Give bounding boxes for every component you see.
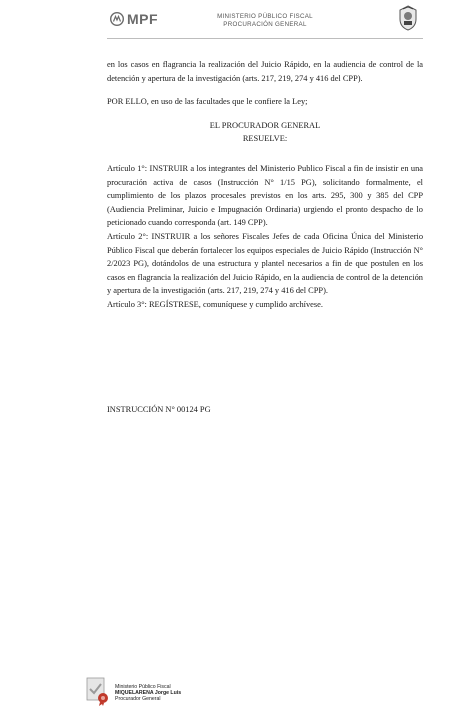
ministry-heading bbox=[205, 13, 325, 28]
ministry-line2: PROCURACIÓN GENERAL bbox=[223, 20, 307, 28]
article-1-verb: INSTRUIR bbox=[149, 163, 189, 173]
instruction-number: INSTRUCCIÓN N° 00124 PG bbox=[107, 405, 211, 414]
mpf-logo-text: MPF bbox=[127, 11, 159, 27]
article-2-label: Artículo 2°: bbox=[107, 231, 149, 241]
article-1-label: Artículo 1°: bbox=[107, 163, 148, 173]
article-1 bbox=[107, 162, 423, 230]
mpf-logo-icon bbox=[110, 12, 124, 26]
continuation-paragraph: en los casos en flagrancia la realización del Juicio Rápido, en la audiencia de control de la detención y apertura de la investigación (arts. 217, 219, 274 y 416 del CPP). bbox=[107, 60, 423, 83]
digital-signature bbox=[86, 677, 246, 711]
article-1-text: a los integrantes del Ministerio Publico Fiscal a fin de insistir en una procuración activa de casos (Instrucción N° 1/15 PG), solicitando formalmente, el cumplimiento de los plazos procesales previstos en los arts. 295, 300 y 385 del CPP (Audiencia Preliminar, Juicio e Impugnación Ordinaria) urgiendo el pronto despacho de lo peticionado cuando corresponda (art. 149 CPP). bbox=[107, 163, 423, 228]
article-3-verb: REGÍSTRESE bbox=[148, 299, 199, 309]
document-body bbox=[107, 58, 423, 312]
resuelve-heading: RESUELVE: bbox=[242, 134, 288, 144]
signature-name: MIQUELARENA Jorge Luis bbox=[115, 690, 182, 697]
signature-institution: Ministerio Público Fiscal bbox=[115, 684, 171, 690]
provincial-seal-icon bbox=[398, 5, 418, 31]
por-ello-paragraph: POR ELLO, en uso de las facultades que le confiere la Ley; bbox=[107, 97, 308, 107]
article-3-text: , comuníquese y cumplido archívese. bbox=[198, 299, 323, 309]
document-header bbox=[0, 0, 466, 40]
article-3-label: Artículo 3°: bbox=[107, 299, 147, 309]
ministry-line1: MINISTERIO PÚBLICO FISCAL bbox=[217, 13, 313, 20]
digital-signature-icon bbox=[86, 677, 110, 707]
mpf-logo bbox=[110, 10, 158, 28]
article-2-verb: INSTRUIR bbox=[151, 231, 191, 241]
procurador-heading: EL PROCURADOR GENERAL bbox=[209, 120, 321, 130]
header-divider bbox=[107, 38, 423, 39]
signature-title: Procurador General bbox=[115, 696, 161, 703]
article-2-text: a los señores Fiscales Jefes de cada Oficina Única del Ministerio Público Fiscal que deberán fortalecer los equipos especiales de Juicio Rápido (Instrucción N° 2/2023 PG), dotándolos de una estructura y plantel necesarios a fin de que postulen en los casos en flagrancia la realización del Juicio Rápido, en la audiencia de control de la detención y apertura de la investigación (arts. 217, 219, 274 y 416 del CPP). bbox=[107, 231, 424, 296]
article-3 bbox=[107, 298, 423, 312]
article-2 bbox=[107, 230, 423, 298]
signature-text bbox=[115, 684, 181, 703]
